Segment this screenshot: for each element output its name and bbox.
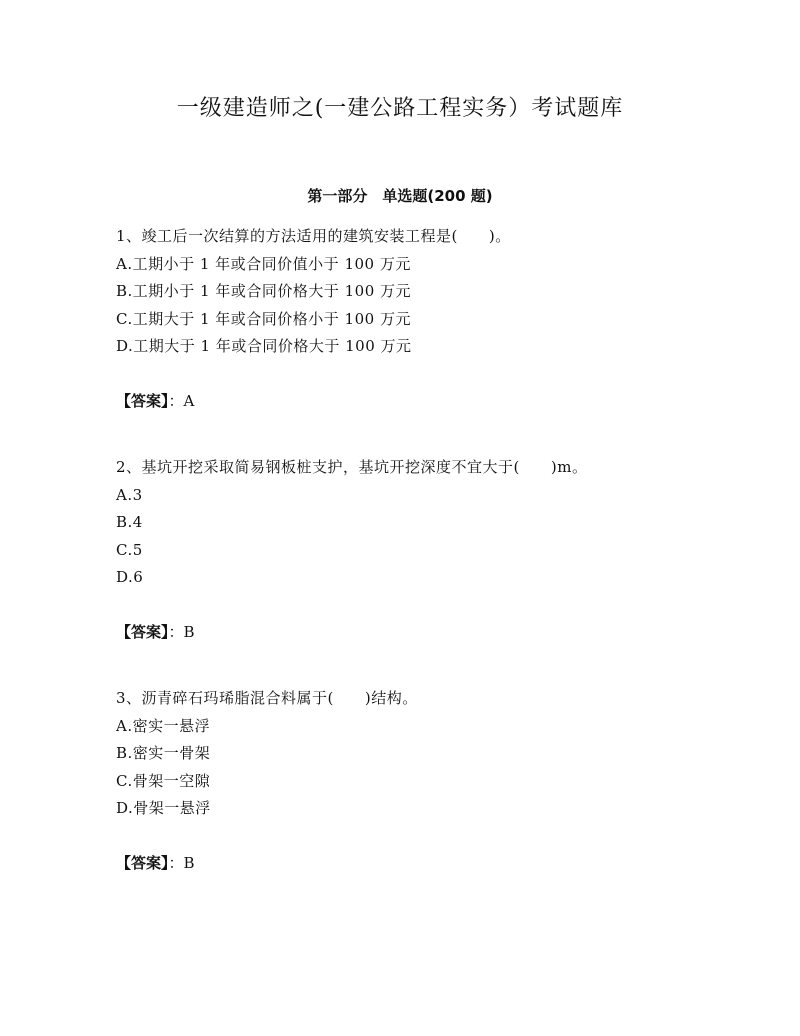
- section-heading: 第一部分 单选题(200 题): [307, 187, 493, 205]
- answer-line: [116, 388, 756, 416]
- question-stem: 2、基坑开挖采取简易钢板桩支护，基坑开挖深度不宜大于( )m。: [116, 458, 588, 476]
- document-title: 一级建造师之(一建公路工程实务）考试题库: [176, 96, 624, 121]
- option-d: D.6: [116, 568, 144, 586]
- question-1: [116, 223, 756, 415]
- question-2: [116, 454, 756, 646]
- option-c: C.5: [116, 540, 143, 559]
- option-a: A.密实一悬浮: [116, 716, 211, 735]
- answer-separator: ：: [168, 622, 184, 641]
- option-b: B.工期小于 1 年或合同价格大于 100 万元: [116, 282, 412, 300]
- question-stem: 1、竣工后一次结算的方法适用的建筑安装工程是( )。: [116, 227, 511, 245]
- answer-value: B: [183, 622, 195, 641]
- option-d: D.骨架一悬浮: [116, 799, 211, 817]
- option-c: C.骨架一空隙: [116, 771, 211, 790]
- answer-line: [116, 619, 756, 647]
- question-stem: 3、沥青碎石玛琋脂混合料属于( )结构。: [116, 689, 418, 707]
- option-b: B.密实一骨架: [116, 744, 211, 762]
- option-b: B.4: [116, 513, 143, 531]
- answer-label: 【答案】: [116, 853, 169, 872]
- answer-separator: ：: [168, 853, 184, 872]
- answer-value: A: [183, 391, 195, 410]
- option-c: C.工期大于 1 年或合同价格小于 100 万元: [116, 309, 411, 328]
- question-3: [116, 685, 756, 877]
- option-d: D.工期大于 1 年或合同价格大于 100 万元: [116, 337, 412, 355]
- answer-line: [116, 850, 756, 878]
- answer-label: 【答案】: [116, 391, 169, 410]
- option-a: A.3: [116, 485, 143, 504]
- answer-label: 【答案】: [116, 622, 169, 641]
- answer-value: B: [183, 853, 195, 872]
- answer-separator: ：: [168, 391, 184, 410]
- option-a: A.工期小于 1 年或合同价值小于 100 万元: [116, 254, 411, 273]
